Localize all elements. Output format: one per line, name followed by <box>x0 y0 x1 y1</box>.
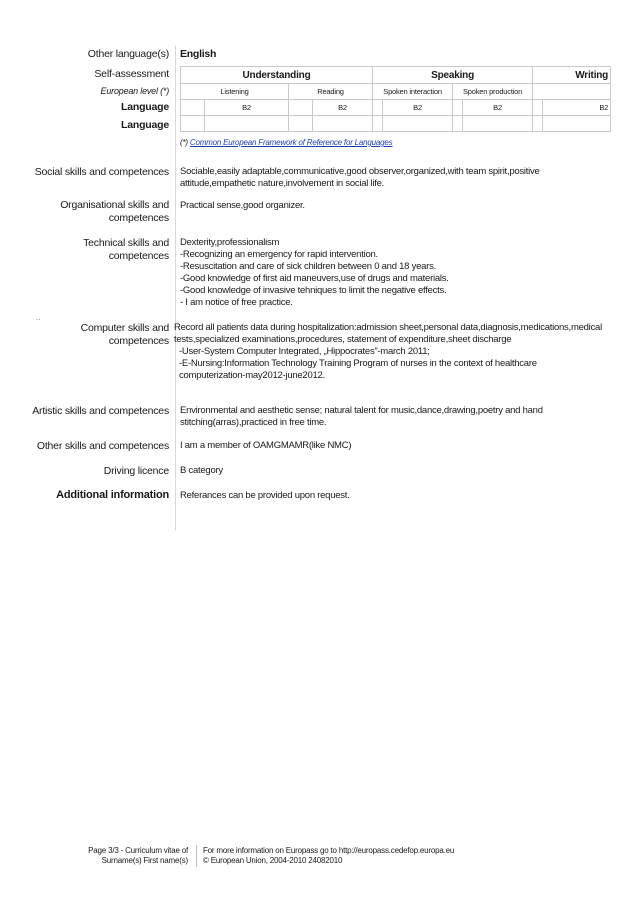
table-cell <box>543 116 611 132</box>
cefr-note <box>180 138 392 147</box>
table-cell <box>313 116 373 132</box>
reading-subheader: Reading <box>289 84 373 100</box>
page-marker: .. <box>36 313 41 322</box>
language-assessment-table <box>180 66 611 132</box>
text-line: -E-Nursing:Information Technology Training Program of nurses in the context of healthcare <box>179 358 537 369</box>
reading-level: B2 <box>313 100 373 116</box>
driving-licence-label: Driving licence <box>103 465 169 477</box>
listening-level: B2 <box>205 100 289 116</box>
table-cell <box>373 116 383 132</box>
table-row <box>181 116 611 132</box>
computer-skills-label <box>81 322 169 348</box>
label-line: Computer skills and <box>80 322 169 334</box>
text-line: Sociable,easily adaptable,communicative,good observer,organized,with team spirit,positive <box>180 166 540 177</box>
driving-licence-value <box>180 465 610 477</box>
technical-skills-label <box>83 237 169 263</box>
text-line: -User-System Computer Integrated, „Hippocrates”-march 2011; <box>179 346 430 357</box>
spoken-interaction-subheader: Spoken interaction <box>373 84 453 100</box>
text-line: computerization-may2012-june2012. <box>179 370 325 381</box>
text-line: Practical sense,good organizer. <box>180 200 305 211</box>
text-line: -Good knowledge of first aid maneuvers,use of drugs and materials. <box>180 273 449 284</box>
writing-subheader <box>533 84 611 100</box>
footer-divider <box>196 845 197 867</box>
table-cell <box>463 116 533 132</box>
label-line: Technical skills and <box>83 237 169 249</box>
spoken-production-level: B2 <box>463 100 533 116</box>
table-cell <box>373 100 383 116</box>
additional-information-value <box>180 490 610 502</box>
cefr-prefix: (*) <box>180 138 188 147</box>
label-line: Organisational skills and <box>60 199 169 211</box>
label-line: competences <box>108 212 169 224</box>
text-line: Record all patients data during hospitalization:admission sheet,personal data,diagnosis,medications,medical <box>174 322 602 333</box>
listening-subheader: Listening <box>181 84 289 100</box>
table-header-row <box>181 67 611 84</box>
footer-line: © European Union, 2004-2010 24082010 <box>203 856 343 865</box>
column-divider <box>175 46 176 530</box>
table-cell <box>533 116 543 132</box>
footer-line: Surname(s) First name(s) <box>101 856 188 865</box>
social-skills-value <box>180 166 610 190</box>
footer-line: For more information on Europass go to http://europass.cedefop.europa.eu <box>203 846 455 855</box>
text-line: stitching(arras),practiced in free time. <box>180 417 327 428</box>
table-subheader-row <box>181 84 611 100</box>
text-line: Environmental and aesthetic sense; natural talent for music,dance,drawing,poetry and hand <box>180 405 543 416</box>
text-line: B category <box>180 465 223 476</box>
spoken-interaction-level: B2 <box>383 100 453 116</box>
artistic-skills-value <box>180 405 610 429</box>
computer-skills-value <box>174 322 614 382</box>
artistic-skills-label: Artistic skills and competences <box>32 405 169 417</box>
speaking-header: Speaking <box>373 67 533 84</box>
european-level-label: European level (*) <box>100 86 169 96</box>
other-skills-value <box>180 440 610 452</box>
self-assessment-label: Self-assessment <box>94 68 169 80</box>
text-line: -Good knowledge of invasive tehniques to limit the negative effects. <box>180 285 447 296</box>
label-line: competences <box>108 335 169 347</box>
label-line: competences <box>108 250 169 262</box>
text-line: - I am notice of free practice. <box>180 297 293 308</box>
cefr-link[interactable]: Common European Framework of Reference for Languages <box>189 138 393 147</box>
table-cell <box>289 100 313 116</box>
additional-information-label: Additional information <box>56 489 169 501</box>
table-row <box>181 100 611 116</box>
table-cell <box>453 116 463 132</box>
language-label-1: Language <box>121 101 169 113</box>
understanding-header: Understanding <box>181 67 373 84</box>
footer-line: Page 3/3 - Curriculum vitae of <box>88 846 188 855</box>
writing-header: Writing <box>533 67 611 84</box>
other-languages-value: English <box>180 48 217 60</box>
other-languages-label: Other language(s) <box>87 48 169 60</box>
text-line: I am a member of OAMGMAMR(like NMC) <box>180 440 352 451</box>
table-cell <box>205 116 289 132</box>
social-skills-label: Social skills and competences <box>34 166 169 178</box>
table-cell <box>383 116 453 132</box>
text-line: -Recognizing an emergency for rapid intervention. <box>180 249 378 260</box>
technical-skills-value <box>180 237 610 309</box>
table-cell <box>533 100 543 116</box>
text-line: tests,specialized examinations,procedures, statement of expenditure,sheet discharge <box>174 334 512 345</box>
organisational-skills-value <box>180 200 610 212</box>
table-cell <box>181 100 205 116</box>
table-cell <box>289 116 313 132</box>
table-cell <box>181 116 205 132</box>
footer-europass-info <box>203 846 454 866</box>
table-cell <box>453 100 463 116</box>
footer-page-info <box>88 846 188 866</box>
other-skills-label: Other skills and competences <box>36 440 169 452</box>
text-line: -Resuscitation and care of sick children between 0 and 18 years. <box>180 261 436 272</box>
text-line: attitude,empathetic nature,involvement in social life. <box>180 178 385 189</box>
language-label-2: Language <box>121 119 169 131</box>
spoken-production-subheader: Spoken production <box>453 84 533 100</box>
writing-level: B2 <box>543 100 611 116</box>
organisational-skills-label <box>60 199 169 225</box>
text-line: Referances can be provided upon request. <box>180 490 350 501</box>
text-line: Dexterity,professionalism <box>180 237 280 248</box>
